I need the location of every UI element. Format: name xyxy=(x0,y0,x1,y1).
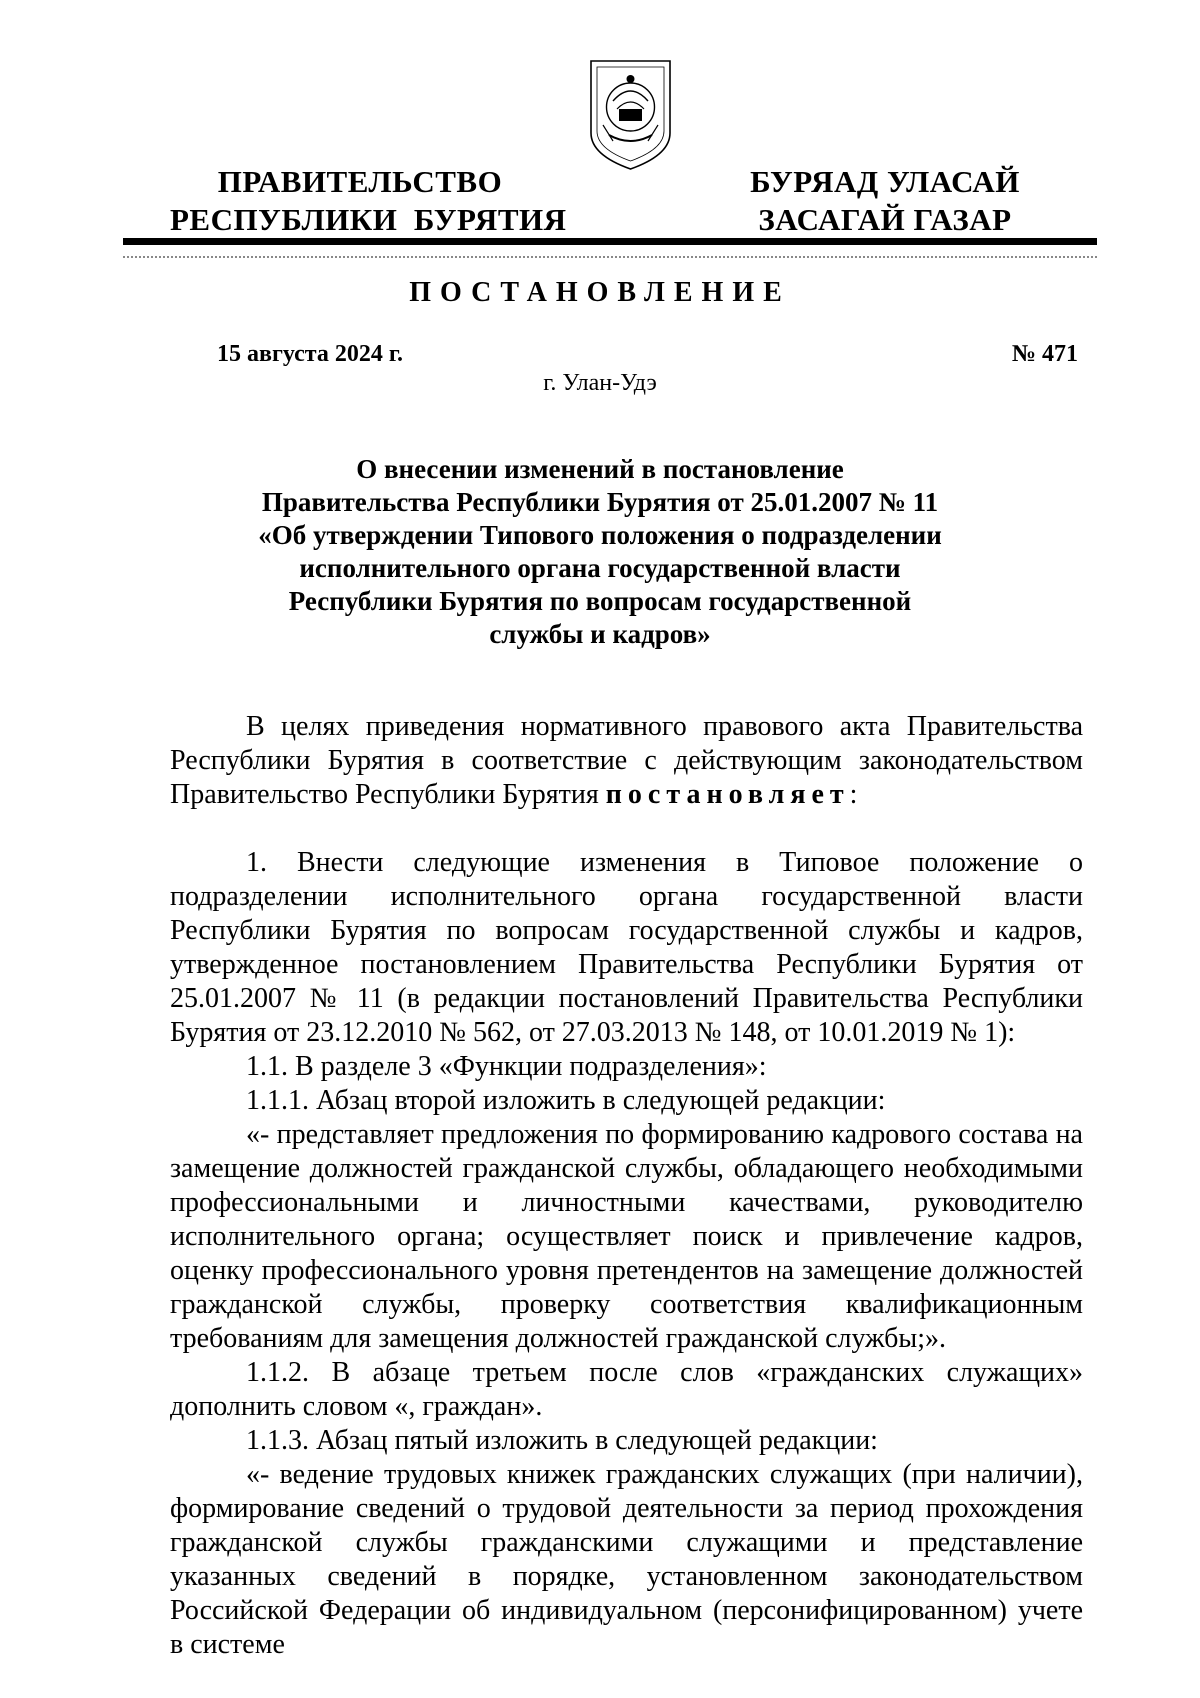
header-divider-thick xyxy=(123,238,1097,245)
intro-text: В целях приведения нормативного правового акта Правительства Республики Бурятия в соответствие с действующим законодательством Правительство Республики Бурятия xyxy=(170,711,1083,810)
title-line: исполнительного органа государственной власти xyxy=(299,553,901,583)
paragraph-1-1: 1.1. В разделе 3 «Функции подразделения»: xyxy=(246,1051,767,1082)
intro-end: : xyxy=(849,779,858,810)
document-date: 15 августа 2024 г. xyxy=(217,341,404,367)
paragraph-1-1-1: 1.1.1. Абзац второй изложить в следующей редакции: xyxy=(246,1085,886,1116)
government-name-bua xyxy=(735,163,1035,239)
document-type: ПОСТАНОВЛЕНИЕ xyxy=(409,277,791,308)
government-name-ru-line1: ПРАВИТЕЛЬСТВО xyxy=(217,164,503,199)
title-line: О внесении изменений в постановление xyxy=(356,454,844,484)
intro-paragraph xyxy=(170,710,1083,812)
government-name-bua-line2: ЗАСАГАЙ ГАЗАР xyxy=(758,202,1012,237)
title-line: «Об утверждении Типового положения о подразделении xyxy=(258,520,942,550)
document-city: г. Улан-Удэ xyxy=(543,370,657,396)
government-name-bua-line1: БУРЯАД УЛАСАЙ xyxy=(750,164,1020,199)
government-name-ru-line2: РЕСПУБЛИКИ БУРЯТИЯ xyxy=(170,202,567,237)
paragraph-1-1-2: 1.1.2. В абзаце третьем после слов «гражданских служащих» дополнить словом «, граждан». xyxy=(170,1357,1083,1422)
header-divider-thin xyxy=(123,256,1097,258)
paragraph-1-1-3-text: «- ведение трудовых книжек гражданских служащих (при наличии), формирование сведений о трудовой деятельности за период прохождения гражданской службы гражданскими служащими и представление указанных сведений в порядке, установленном законодательством Российской Федерации об индивидуальном (персонифицированном) учете в системе xyxy=(170,1459,1083,1660)
document-body xyxy=(170,710,1083,1662)
government-name-ru xyxy=(170,163,567,239)
paragraph-1: 1. Внести следующие изменения в Типовое положение о подразделении исполнительного органа государственной власти Республики Бурятия по вопросам государственной службы и кадров, утвержденное постановлением Правительства Республики Бурятия от 25.01.2007 № 11 (в редакции постановлений Правительства Республики Бурятия от 23.12.2010 № 562, от 27.03.2013 № 148, от 10.01.2019 № 1): xyxy=(170,847,1083,1048)
title-line: Правительства Республики Бурятия от 25.01.2007 № 11 xyxy=(261,487,939,517)
document-title xyxy=(160,453,1040,651)
title-line: Республики Бурятия по вопросам государственной xyxy=(288,586,912,616)
document-number: № 471 xyxy=(1011,341,1078,367)
paragraph-1-1-3: 1.1.3. Абзац пятый изложить в следующей редакции: xyxy=(246,1425,878,1456)
title-line: службы и кадров» xyxy=(489,619,711,649)
coat-of-arms-emblem xyxy=(583,55,678,175)
paragraph-1-1-1-text: «- представляет предложения по формированию кадрового состава на замещение должностей гражданской службы, обладающего необходимыми профессиональными и личностными качествами, руководителю исполнительного органа; осуществляет поиск и привлечение кадров, оценку профессионального уровня претендентов на замещение должностей гражданской службы, проверку соответствия квалификационным требованиям для замещения должностей гражданской службы;». xyxy=(170,1119,1083,1354)
intro-resolves-word: постановляет xyxy=(605,779,850,810)
